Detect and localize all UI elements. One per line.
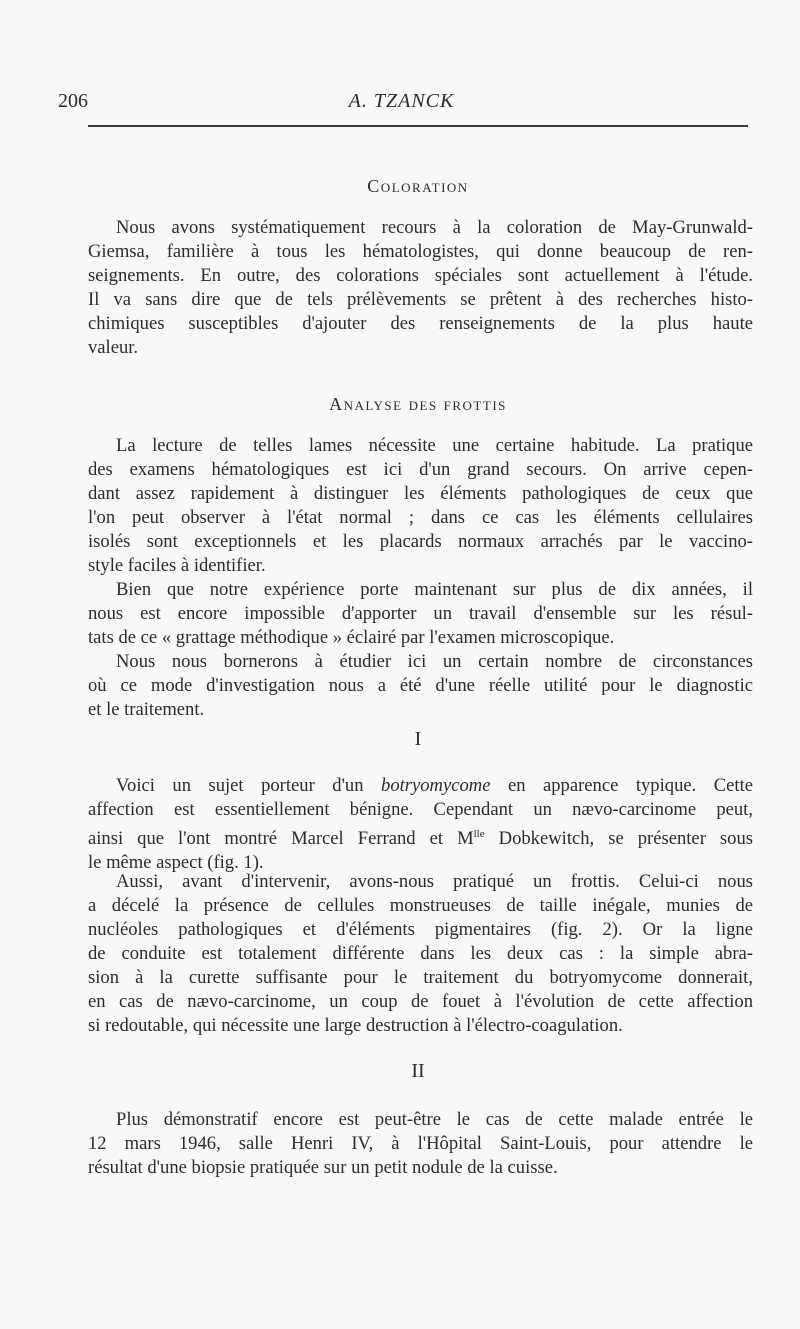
- text-line: Il va sans dire que de tels prélèvements se prêtent à des recherches histo-: [88, 289, 753, 310]
- text-line: en cas de nævo-carcinome, un coup de fouet à l'évolution de cette affection: [88, 991, 753, 1012]
- paragraph-case-1b: [88, 870, 753, 1038]
- paragraph-analyse-3: [88, 650, 753, 722]
- text-line: chimiques susceptibles d'ajouter des renseignements de la plus haute: [88, 313, 753, 334]
- text-line: [88, 822, 753, 851]
- text-line: Giemsa, familière à tous les hématologistes, qui donne beaucoup de ren-: [88, 241, 753, 262]
- text-line: style faciles à identifier.: [88, 555, 266, 576]
- text-run: Dobkewitch, se présenter sous: [484, 828, 753, 850]
- paragraph-case-2: [88, 1108, 753, 1180]
- text-line: le même aspect (fig. 1).: [88, 852, 264, 874]
- text-line: Aussi, avant d'intervenir, avons-nous pratiqué un frottis. Celui-ci nous: [116, 871, 753, 892]
- text-line: sion à la curette suffisante pour le traitement du botryomycome donnerait,: [88, 967, 753, 988]
- text-line: dant assez rapidement à distinguer les éléments pathologiques de ceux que: [88, 483, 753, 504]
- text-line: seignements. En outre, des colorations spéciales sont actuellement à l'étude.: [88, 265, 753, 286]
- section-title-i: I: [414, 728, 422, 750]
- text-line: de conduite est totalement différente dans les deux cas : la simple abra-: [88, 943, 753, 964]
- text-line: Bien que notre expérience porte maintenant sur plus de dix années, il: [116, 579, 753, 600]
- text-line: tats de ce « grattage méthodique » éclairé par l'examen microscopique.: [88, 627, 615, 648]
- text-line: affection est essentiellement bénigne. Cependant un nævo-carcinome peut,: [88, 799, 753, 820]
- text-line: résultat d'une biopsie pratiquée sur un petit nodule de la cuisse.: [88, 1157, 558, 1178]
- text-line: valeur.: [88, 337, 139, 358]
- superscript-lle: lle: [473, 828, 485, 840]
- text-run: en apparence typique. Cette: [490, 775, 753, 796]
- text-line: l'on peut observer à l'état normal ; dans ce cas les éléments cellulaires: [88, 507, 753, 528]
- text-line: a décelé la présence de cellules monstrueuses de taille inégale, munies de: [88, 895, 753, 916]
- text-run: ainsi que l'ont montré Marcel Ferrand et M: [88, 828, 474, 850]
- paragraph-analyse-2: [88, 578, 753, 650]
- text-line: et le traitement.: [88, 699, 205, 720]
- text-line: Plus démonstratif encore est peut-être le cas de cette malade entrée le: [116, 1109, 753, 1130]
- text-line: des examens hématologiques est ici d'un grand secours. On arrive cepen-: [88, 459, 753, 480]
- text-line: où ce mode d'investigation nous a été d'une réelle utilité pour le diagnostic: [88, 675, 753, 696]
- section-title-coloration: Coloration: [367, 176, 469, 196]
- paragraph-coloration: [88, 216, 753, 360]
- text-line: Nous nous bornerons à étudier ici un certain nombre de circonstances: [116, 651, 753, 672]
- text-line: La lecture de telles lames nécessite une certaine habitude. La pratique: [116, 435, 753, 456]
- section-title-analyse: Analyse des frottis: [329, 394, 507, 414]
- paragraph-analyse-1: [88, 434, 753, 578]
- text-line: nucléoles pathologiques et d'éléments pigmentaires (fig. 2). Or la ligne: [88, 919, 753, 940]
- text-line: Nous avons systématiquement recours à la coloration de May-Grunwald-: [116, 217, 753, 238]
- running-head: A. TZANCK: [348, 90, 455, 112]
- text-run: Voici un sujet porteur d'un: [116, 775, 382, 796]
- header-rule: [88, 125, 748, 127]
- text-line: 12 mars 1946, salle Henri IV, à l'Hôpital Saint-Louis, pour attendre le: [88, 1133, 753, 1154]
- italic-term-botryomycome: botryomycome: [381, 775, 491, 796]
- page-header: [58, 90, 745, 120]
- text-line: si redoutable, qui nécessite une large destruction à l'électro-coagulation.: [88, 1015, 623, 1036]
- text-line: nous est encore impossible d'apporter un travail d'ensemble sur les résul-: [88, 603, 753, 624]
- section-title-ii: II: [411, 1060, 425, 1082]
- text-line: isolés sont exceptionnels et les placards normaux arrachés par le vaccino-: [88, 531, 753, 552]
- text-line: [88, 774, 753, 798]
- page-number: 206: [58, 90, 88, 112]
- paragraph-case-1a: [88, 774, 753, 875]
